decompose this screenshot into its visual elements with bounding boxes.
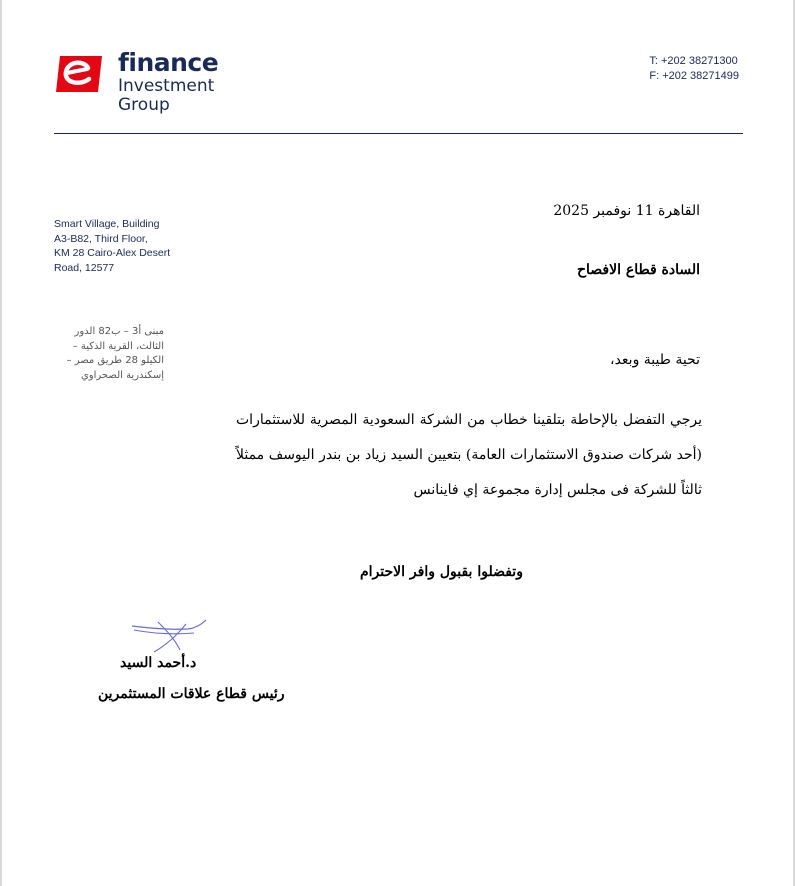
letter-greeting: تحية طيبة وبعد، — [610, 352, 700, 368]
address-ar-line: الثالث، القرية الذكية – — [72, 340, 164, 352]
letter-recipient: السادة قطاع الافصاح — [576, 262, 700, 278]
address-en-line: KM 28 Cairo-Alex Desert — [54, 247, 171, 259]
address-en-line: Road, 12577 — [54, 261, 115, 274]
letter-date: القاهرة 11 نوفمبر 2025 — [553, 203, 700, 219]
address-en-line: Smart Village, Building — [54, 218, 160, 230]
signer-name: د.أحمد السيد — [120, 655, 197, 671]
logo-line-group: Group — [118, 95, 170, 115]
company-logo — [54, 50, 224, 120]
logo-wordmark — [118, 50, 218, 114]
fax-number: F: +202 38271499 — [649, 70, 739, 82]
letter-body: يرجي التفضل بالإحاطة بتلقينا خطاب من الشركة السعودية المصرية للاستثمارات (أحد شركات صندوق الاستثمارات العامة) بتعيين السيد زياد بن بندر اليوسف ممثلاً ثالثاً للشركة فى مجلس إدارة مجموعة إي فاينانس — [236, 412, 702, 498]
page-edge-left — [0, 0, 2, 886]
phone-number: T: +202 38271300 — [649, 55, 738, 67]
logo-line-investment: Investment — [118, 76, 215, 96]
address-arabic — [54, 325, 164, 383]
efinance-logo-icon — [54, 52, 106, 96]
handwritten-signature — [128, 616, 210, 656]
address-english — [54, 217, 204, 275]
address-ar-line: إسكندرية الصحراوي — [80, 369, 164, 381]
address-en-line: A3-B82, Third Floor, — [54, 232, 148, 245]
address-ar-line: الكيلو 28 طريق مصر – — [66, 355, 164, 366]
letter-closing: وتفضلوا بقبول وافر الاحترام — [360, 564, 523, 580]
header-divider — [54, 133, 743, 134]
signer-title: رئيس قطاع علاقات المستثمرين — [98, 686, 285, 702]
address-ar-line: مبنى أ3 – ب82 الدور — [74, 326, 164, 337]
logo-line-finance: finance — [118, 48, 219, 77]
contact-info — [649, 54, 739, 84]
